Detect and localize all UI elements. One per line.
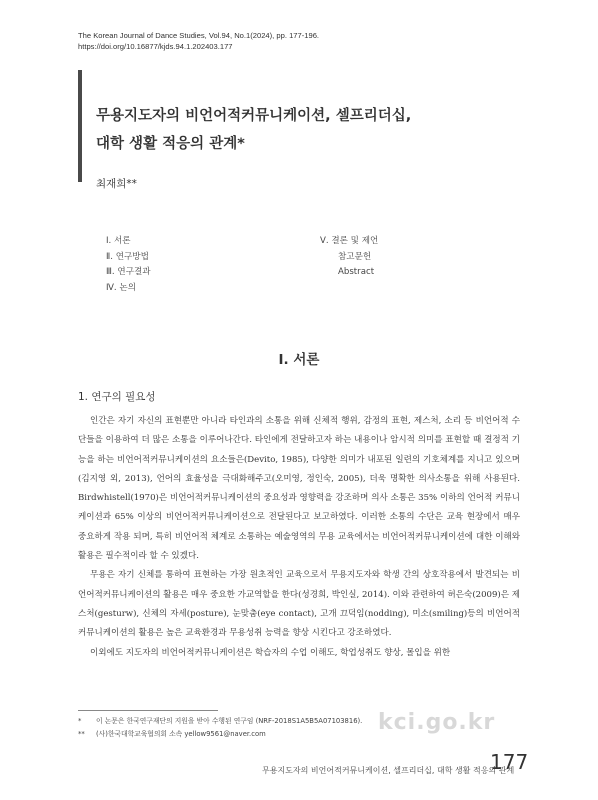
journal-citation-line: The Korean Journal of Dance Studies, Vol.94, No.1(2024), pp. 177-196. [78, 31, 320, 40]
running-footer: 무용지도자의 비언어적커뮤니케이션, 셀프리더십, 대학 생활 적응의 관계 [262, 766, 515, 775]
doi-link[interactable]: https://doi.org/10.16877/kjds.94.1.202403.177 [78, 42, 233, 51]
section-heading: I. 서론 [278, 352, 320, 368]
footnote-text: (사)한국대학교육협의회 소속 yellow9561@naver.com [96, 730, 266, 738]
toc-item: Ⅳ. 논의 [106, 282, 136, 293]
footnote-mark: ** [78, 730, 85, 738]
watermark: kci.go.kr [378, 710, 496, 735]
journal-citation [78, 30, 319, 52]
paper-title-line-2: 대학 생활 적응의 관계* [96, 136, 245, 152]
footnote-divider [78, 710, 218, 711]
paper-title [96, 102, 411, 158]
footnote [78, 728, 362, 741]
page-number: 177 [490, 750, 529, 774]
toc-item: Abstract [338, 267, 375, 277]
footnotes [78, 715, 362, 741]
subsection-heading: 1. 연구의 필요성 [78, 391, 156, 403]
toc-item: Ⅰ. 서론 [106, 236, 131, 246]
footnote [78, 715, 362, 728]
toc-item: Ⅲ. 연구결과 [106, 267, 151, 277]
title-accent-bar [78, 70, 82, 182]
paper-title-line-1: 무용지도자의 비언어적커뮤니케이션, 셀프리더십, [96, 108, 412, 124]
footnote-mark: * [78, 717, 82, 725]
paragraph: 무용은 자기 신체를 통하여 표현하는 가장 원초적인 교육으로서 무용지도자와 학생 간의 상호작용에서 발견되는 비언어적커뮤니케이션의 활용은 매우 중요한 가교역할을 한다(성경희, 박인실, 2014). 이와 관련하여 허은숙(2009)은 제스처(gesturw), 신체의 자세(posture), 눈맞춤(eye contact), 고개 끄덕임(nodding), 미소(smiling)등의 비언어적커뮤니케이션의 활용은 높은 교육환경과 무용성취 능력을 향상 시킨다고 강조하였다. [78, 570, 520, 639]
toc-item: Ⅱ. 연구방법 [106, 251, 149, 262]
toc-item: 참고문헌 [338, 251, 372, 262]
body-text [78, 412, 520, 663]
paragraph: 이외에도 지도자의 비언어적커뮤니케이션은 학습자의 수업 이해도, 학업성취도 향상, 몰입을 위한 [90, 647, 451, 658]
toc-item: Ⅴ. 결론 및 제언 [320, 236, 379, 246]
table-of-contents-left [106, 234, 151, 296]
paragraph: 인간은 자기 자신의 표현뿐만 아니라 타인과의 소통을 위해 신체적 행위, 감정의 표현, 제스처, 소리 등 비언어적 수단들을 이용하여 더 많은 소통을 이루어나간다. 타인에게 전달하고자 하는 내용이나 암시적 의미를 표현할 때 결정적 기능을 하는 비언어적커뮤니케이션의 요소들은(Devito, 1985), 다양한 의미가 내포된 일련의 기호체계를 지니고 있으며(김지영 외, 2013), 언어의 효율성을 극대화해주고(오미영, 정인숙, 2005), 더욱 명확한 의사소통을 위해 사용된다. Birdwhistell(1970)은 비언어적커뮤니케이션의 중요성과 영향력을 강조하며 의사 소통은 35% 이하의 언어적 커뮤니케이션과 65% 이상의 비언어적커뮤니케이션으로 전달된다고 보고하였다. 이러한 소통의 수단은 교육 현장에서 매우 중요하게 작용 되며, 특히 비언어적 체계로 소통하는 예술영역의 무용 교육에서는 비언어적커뮤니케이션에 대한 이해와 활용은 필수적이라 할 수 있겠다. [78, 416, 520, 562]
table-of-contents-right [320, 234, 378, 281]
author-name: 최재희** [96, 178, 137, 190]
footnote-text: 이 논문은 한국연구재단의 지원을 받아 수행된 연구임 (NRF-2018S1A5B5A07103816). [96, 717, 363, 725]
